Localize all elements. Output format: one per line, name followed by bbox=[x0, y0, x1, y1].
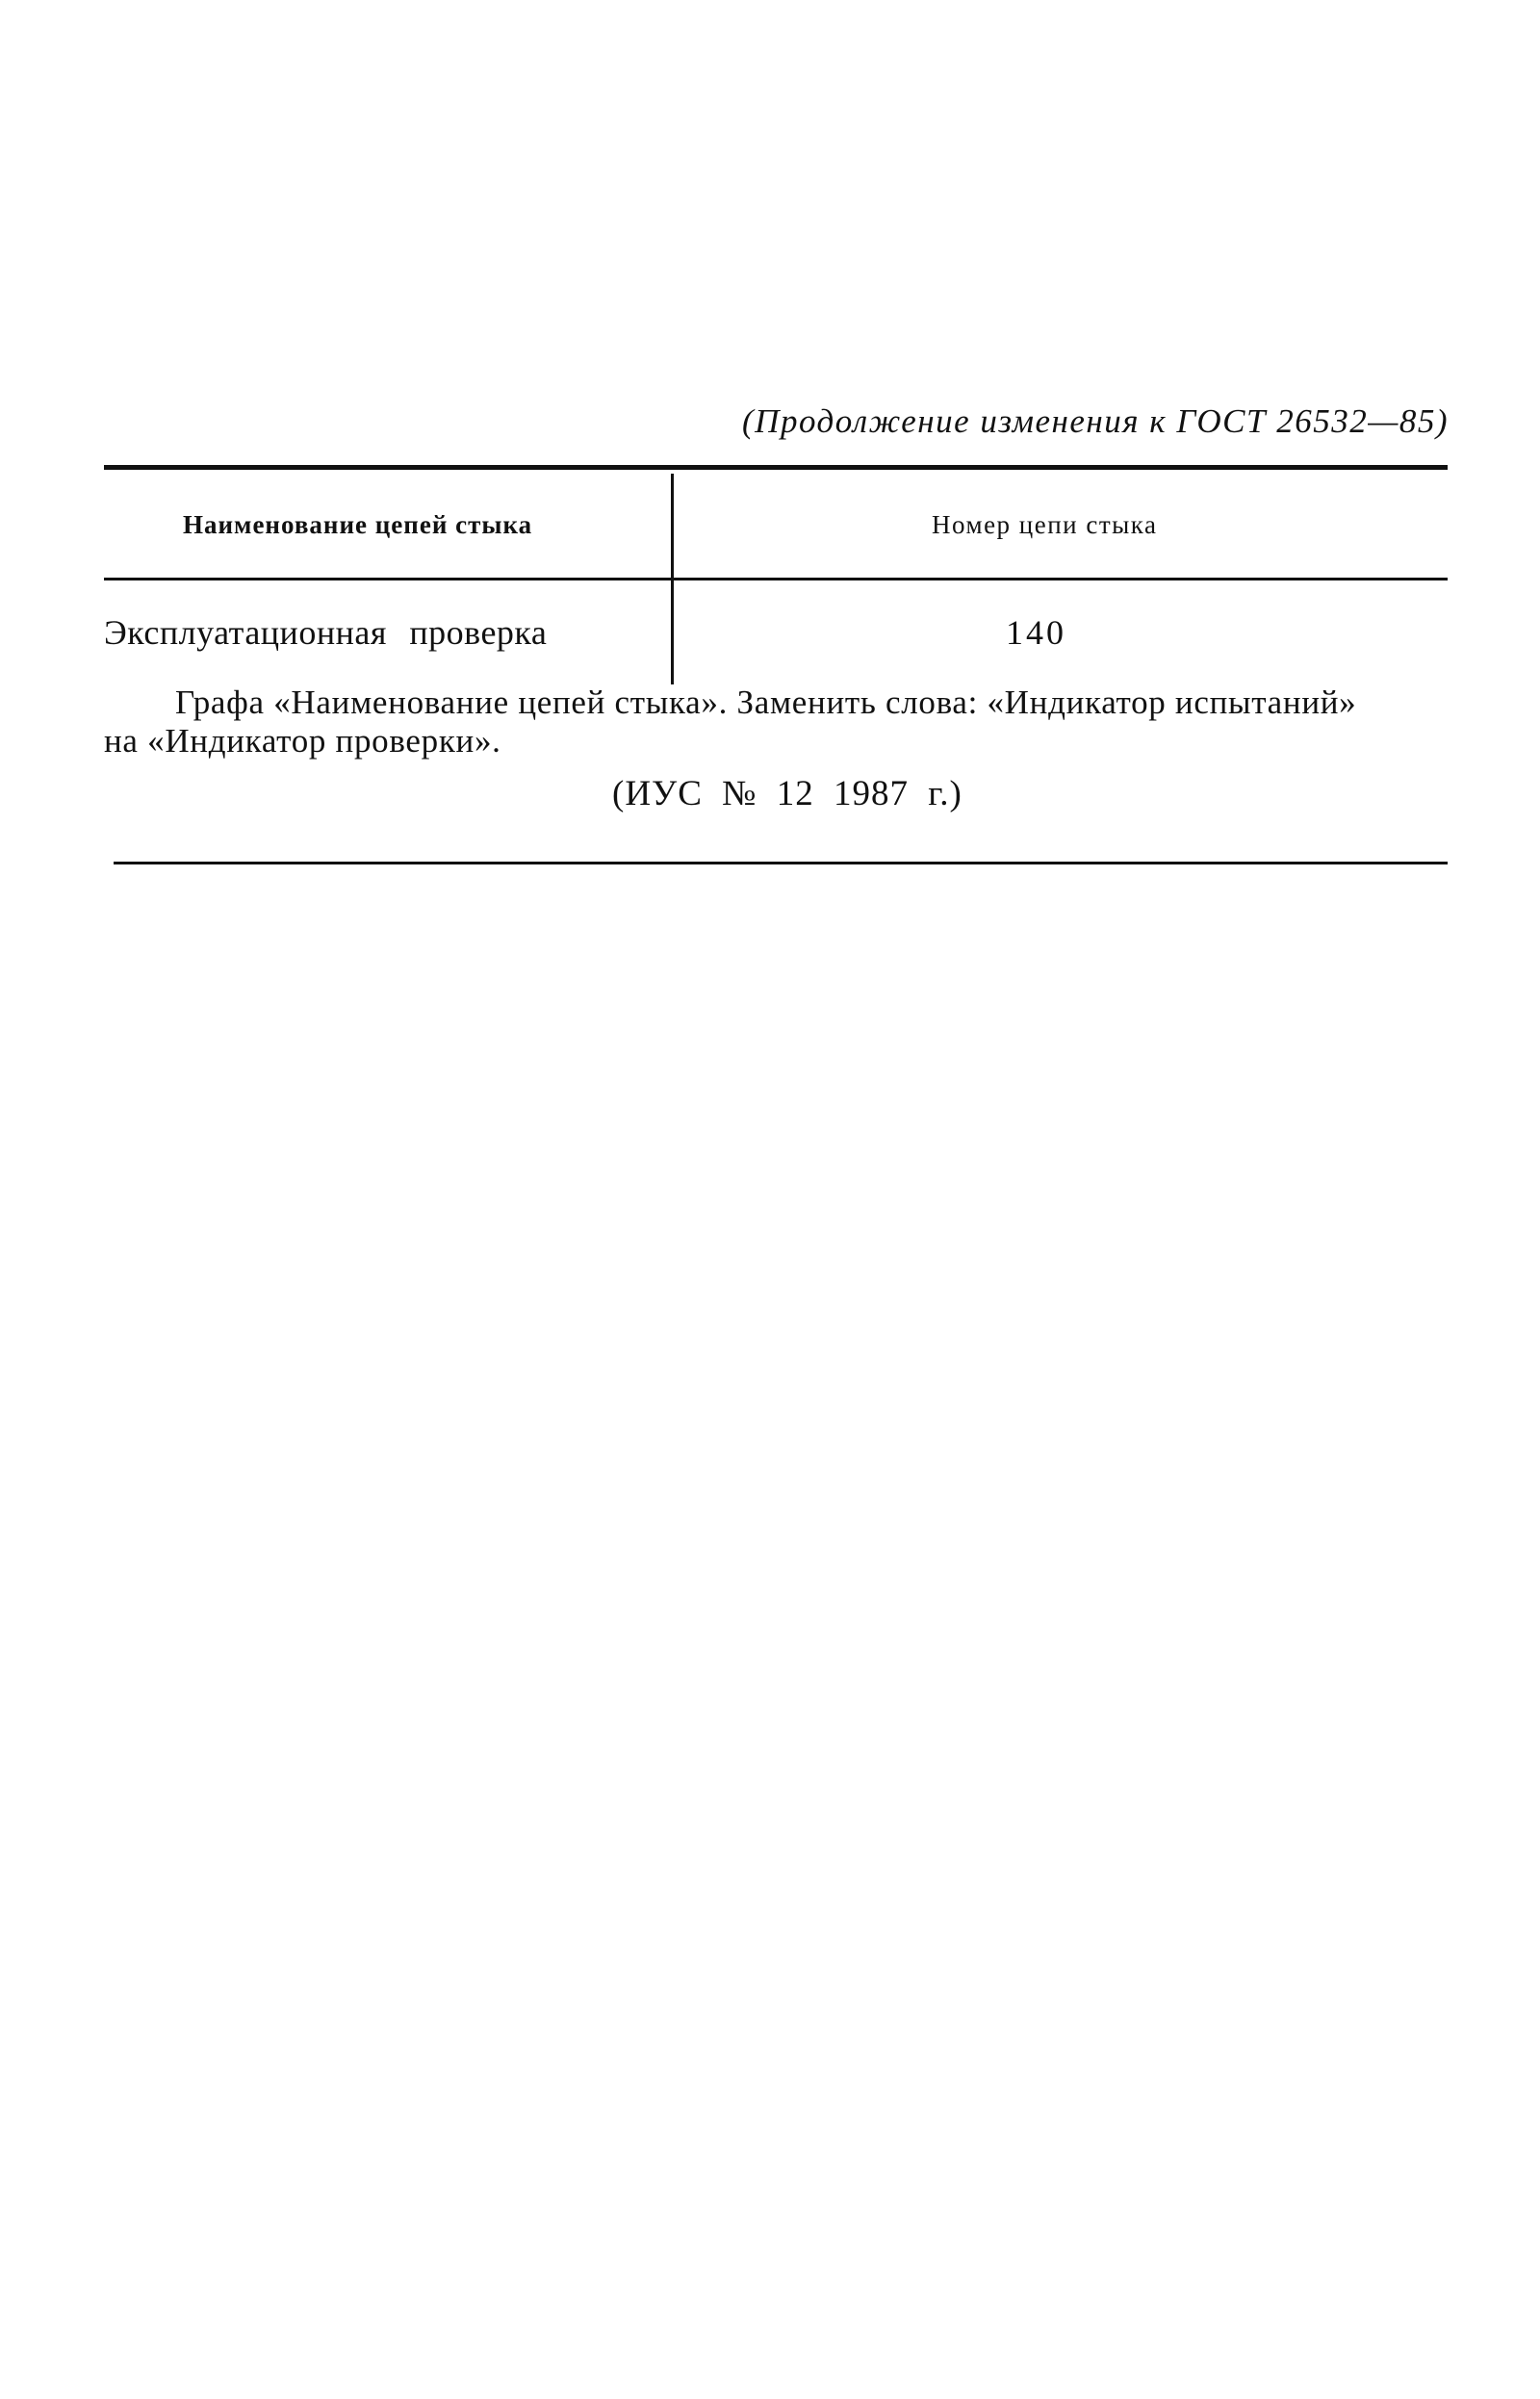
table-header-number: Номер цепи стыка bbox=[932, 510, 1158, 539]
table-cell-number: 140 bbox=[1006, 613, 1066, 652]
source-reference: (ИУС № 12 1987 г.) bbox=[612, 774, 962, 813]
page-header: (Продолжение изменения к ГОСТ 26532—85) bbox=[742, 402, 1449, 440]
table-column-divider-body bbox=[671, 580, 674, 684]
table-header-rule bbox=[104, 578, 1448, 580]
table-cell-name: Эксплуатационная проверка bbox=[104, 613, 548, 652]
amendment-paragraph-line-1: Графа «Наименование цепей стыка». Заменить слова: «Индикатор испытаний» bbox=[175, 684, 1357, 721]
table-column-divider-header bbox=[671, 474, 674, 578]
table-header-name: Наименование цепей стыка bbox=[183, 510, 533, 539]
table-top-rule bbox=[104, 465, 1448, 470]
bottom-rule bbox=[114, 862, 1448, 864]
amendment-paragraph-line-2: на «Индикатор проверки». bbox=[104, 722, 501, 760]
